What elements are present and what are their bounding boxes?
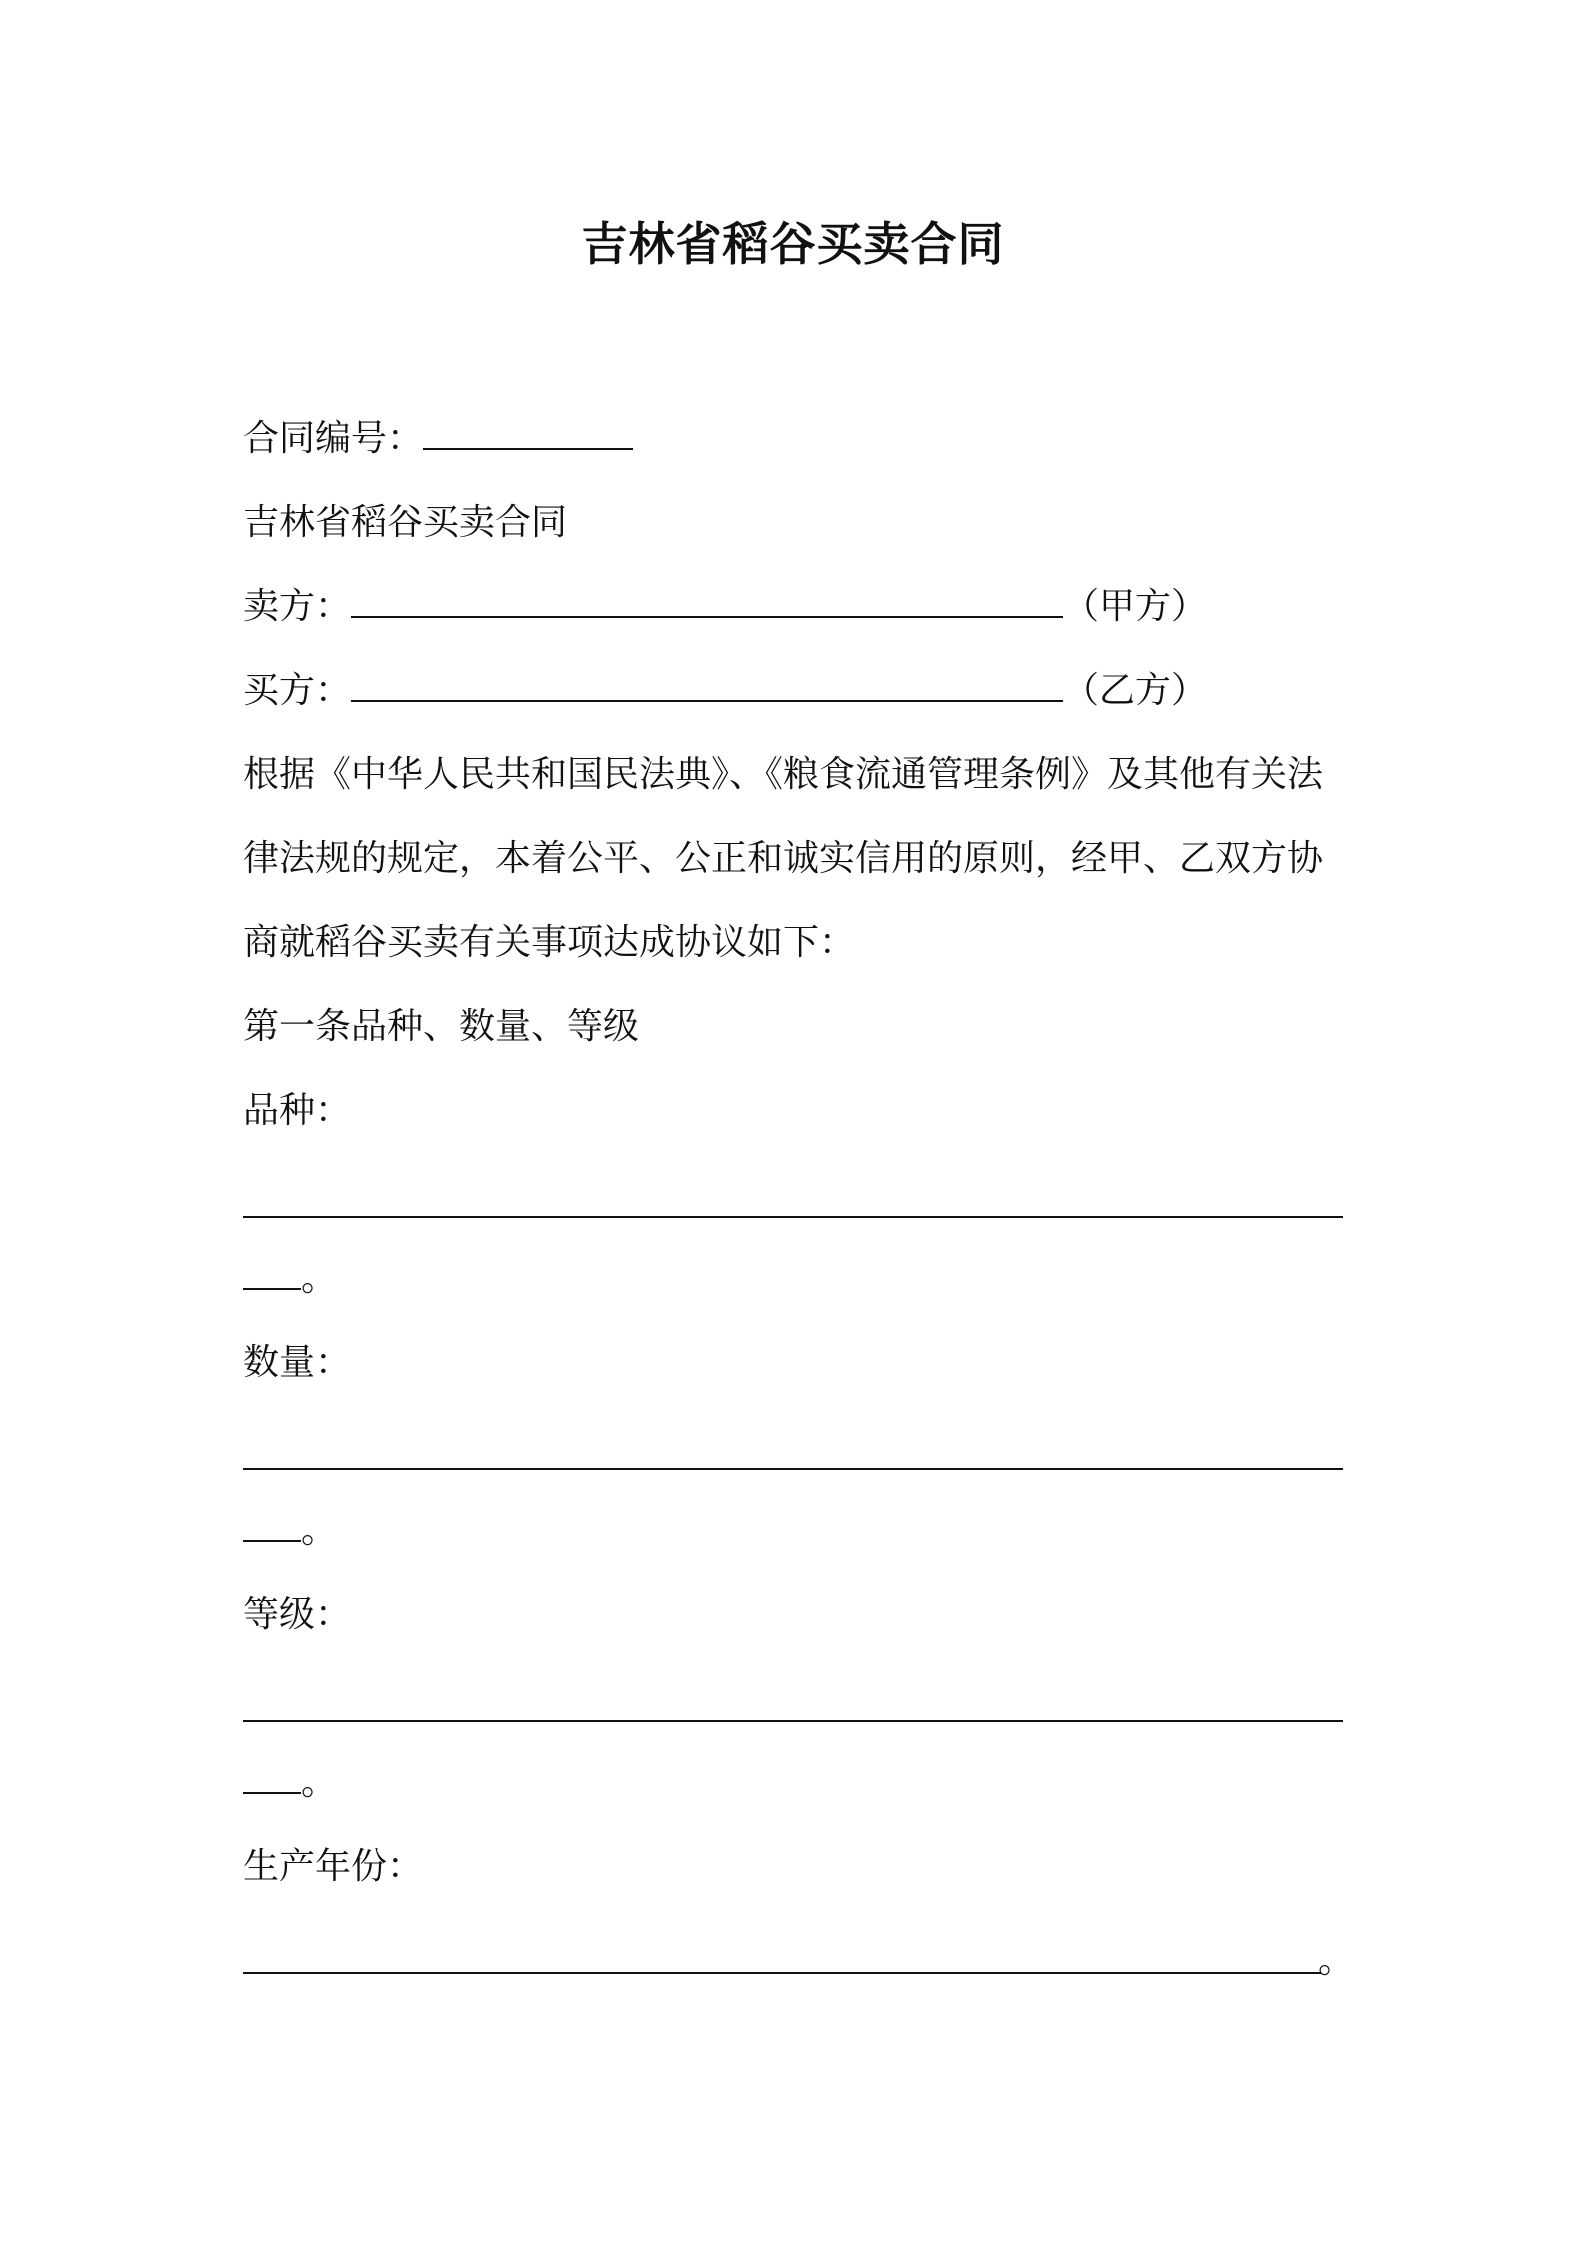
grade-blank[interactable] bbox=[243, 1720, 1343, 1722]
subtitle-line: 吉林省稻谷买卖合同 bbox=[243, 502, 568, 543]
seller-blank[interactable] bbox=[351, 586, 1063, 618]
variety-short-blank[interactable] bbox=[243, 1258, 301, 1290]
production-year-period: 。 bbox=[1318, 1940, 1355, 1981]
article-1-heading: 第一条品种、数量、等级 bbox=[243, 1006, 640, 1047]
buyer-suffix: （乙方） bbox=[1063, 670, 1208, 711]
seller-line bbox=[243, 582, 1207, 632]
grade-period: 。 bbox=[301, 1762, 338, 1803]
contract-number-blank[interactable] bbox=[423, 418, 633, 450]
quantity-blank[interactable] bbox=[243, 1468, 1343, 1470]
seller-suffix: （甲方） bbox=[1063, 586, 1208, 627]
quantity-short-blank[interactable] bbox=[243, 1510, 301, 1542]
buyer-label: 买方： bbox=[243, 670, 352, 711]
variety-period: 。 bbox=[301, 1258, 338, 1299]
production-year-label: 生产年份： bbox=[243, 1846, 424, 1887]
grade-label: 等级： bbox=[243, 1594, 352, 1635]
seller-label: 卖方： bbox=[243, 586, 352, 627]
variety-blank[interactable] bbox=[243, 1216, 1343, 1218]
contract-number-line bbox=[243, 414, 633, 464]
quantity-period: 。 bbox=[301, 1510, 338, 1551]
quantity-label: 数量： bbox=[243, 1342, 352, 1383]
preamble-line-2: 律法规的规定，本着公平、公正和诚实信用的原则，经甲、乙双方协 bbox=[243, 838, 1324, 879]
document-title: 吉林省稻谷买卖合同 bbox=[581, 217, 1005, 271]
production-year-blank[interactable] bbox=[243, 1972, 1321, 1974]
quantity-blank-end bbox=[243, 1506, 337, 1556]
buyer-line bbox=[243, 666, 1207, 716]
variety-blank-end bbox=[243, 1254, 337, 1304]
variety-label: 品种： bbox=[243, 1090, 352, 1131]
preamble-line-1: 根据《中华人民共和国民法典》、《粮食流通管理条例》及其他有关法 bbox=[243, 754, 1324, 795]
grade-short-blank[interactable] bbox=[243, 1762, 301, 1794]
buyer-blank[interactable] bbox=[351, 670, 1063, 702]
preamble-line-3: 商就稻谷买卖有关事项达成协议如下： bbox=[243, 922, 856, 963]
grade-blank-end bbox=[243, 1758, 337, 1808]
contract-number-label: 合同编号： bbox=[243, 418, 424, 459]
